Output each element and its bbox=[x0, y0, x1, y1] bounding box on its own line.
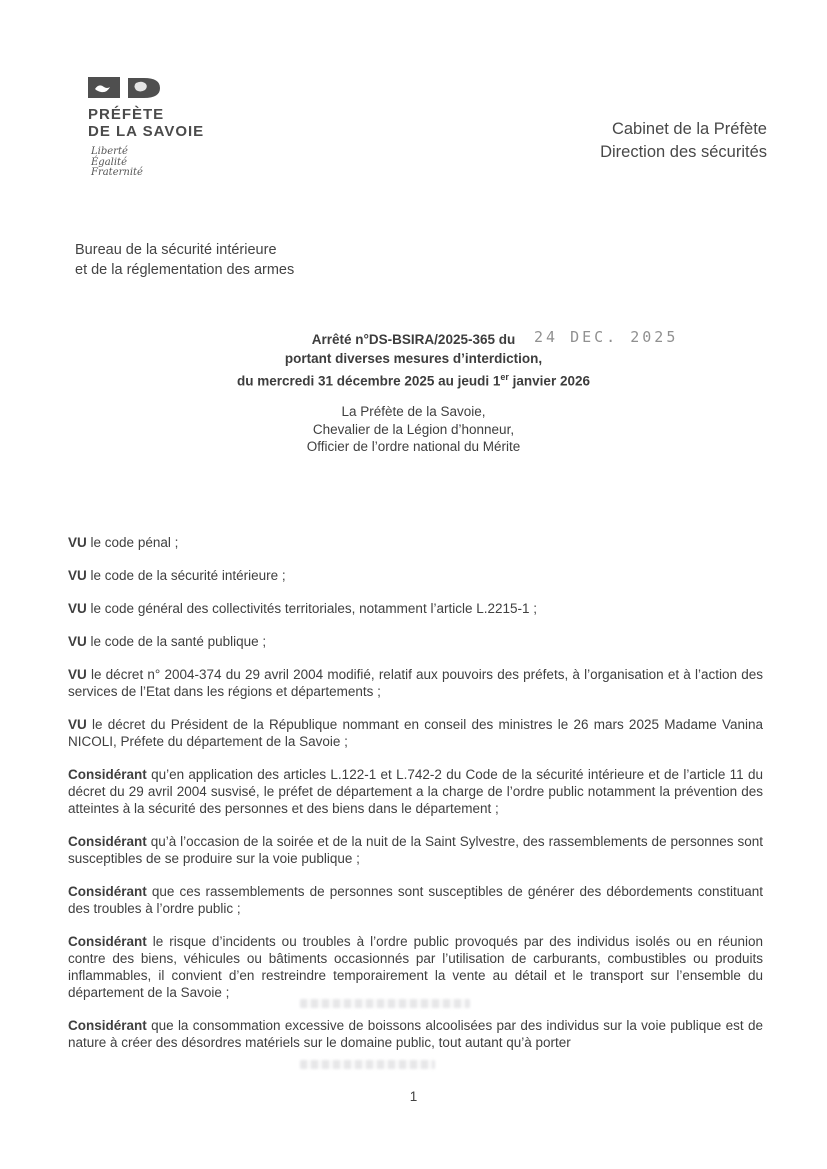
logo-title-line2: DE LA SAVOIE bbox=[88, 123, 205, 140]
authority-line3: Officier de l’ordre national du Mérite bbox=[306, 439, 521, 454]
authority-line2: Chevalier de la Légion d’honneur, bbox=[312, 421, 515, 437]
authority-block bbox=[0, 403, 827, 456]
decree-body bbox=[68, 534, 763, 1067]
paragraph-considerant-1: Considérant qu’en application des articles L.122-1 et L.742-2 du Code de la sécurité intérieure et de l’article 11 du décret du 29 avril 2004 susvisé, le préfet de département a la charge de l’ordre public notamment la prévention des atteintes à la sécurité des personnes et des biens dans le département ; bbox=[68, 767, 763, 816]
paragraph-considerant-3: Considérant que ces rassemblements de personnes sont susceptibles de générer des débordements constituant des troubles à l’ordre public ; bbox=[68, 884, 763, 916]
motto-fraternite: Fraternité bbox=[91, 167, 143, 178]
service-line-direction: Direction des sécurités bbox=[600, 143, 767, 161]
paragraph-vu-5: VU le décret n° 2004-374 du 29 avril 2004 modifié, relatif aux pouvoirs des préfets, à l’organisation et à l’action des services de l’Etat dans les régions et départements ; bbox=[68, 667, 763, 699]
paragraph-considerant-4: Considérant le risque d’incidents ou troubles à l’ordre public provoqués par des individus isolés ou en réunion contre des biens, véhicules ou bâtiments occasionnés par l’utilisation de carburants, combustibles ou produits inflammables, il convient d’en restreindre temporairement la vente au détail et le transport sur l’ensemble du département de la Savoie ; bbox=[68, 934, 763, 1000]
paragraph-considerant-2: Considérant qu’à l’occasion de la soirée et de la nuit de la Saint Sylvestre, des rassemblements de personnes sont susceptibles de se produire sur la voie publique ; bbox=[68, 834, 763, 866]
republic-motto bbox=[88, 147, 204, 179]
decree-title bbox=[0, 331, 827, 391]
bureau-block bbox=[75, 241, 294, 280]
date-stamp: 24 DEC. 2025 bbox=[534, 328, 679, 346]
motto-liberte: Liberté bbox=[91, 146, 128, 157]
paragraph-considerant-5: Considérant que la consommation excessive de boissons alcoolisées par des individus sur la voie publique est de nature à créer des désordres matériels sur le domaine public, tout autant qu’à porter bbox=[68, 1018, 763, 1050]
bureau-line2: et de la réglementation des armes bbox=[75, 261, 295, 278]
paragraph-vu-6: VU le décret du Président de la République nommant en conseil des ministres le 26 mars 2025 Madame Vanina NICOLI, Préfete du département de la Savoie ; bbox=[68, 717, 763, 749]
paragraph-vu-1: VU le code pénal ; bbox=[68, 535, 179, 550]
bleed-through-artifact bbox=[300, 999, 470, 1008]
paragraph-vu-3: VU le code général des collectivités territoriales, notamment l’article L.2215-1 ; bbox=[68, 601, 538, 616]
decree-title-line1: Arrêté n°DS-BSIRA/2025-365 du bbox=[311, 332, 516, 347]
service-line-cabinet: Cabinet de la Préfète bbox=[611, 120, 767, 138]
marianne-icon bbox=[88, 74, 168, 101]
bleed-through-artifact bbox=[300, 1060, 435, 1069]
decree-title-line3: du mercredi 31 décembre 2025 au jeudi 1er janvier 2026 bbox=[237, 372, 590, 389]
paragraph-vu-4: VU le code de la santé publique ; bbox=[68, 634, 267, 649]
logo-title-line1: PRÉFÈTE bbox=[88, 106, 165, 123]
authority-line1: La Préfète de la Savoie, bbox=[341, 404, 486, 419]
ordinal-superscript: er bbox=[500, 372, 509, 382]
page-number: 1 bbox=[409, 1089, 418, 1104]
issuing-service bbox=[600, 118, 767, 164]
motto-egalite: Égalité bbox=[91, 156, 127, 168]
paragraph-vu-2: VU le code de la sécurité intérieure ; bbox=[68, 568, 286, 583]
prefecture-logo bbox=[88, 74, 204, 179]
decree-title-line2: portant diverses mesures d’interdiction, bbox=[284, 350, 543, 366]
bureau-line1: Bureau de la sécurité intérieure bbox=[75, 242, 277, 258]
